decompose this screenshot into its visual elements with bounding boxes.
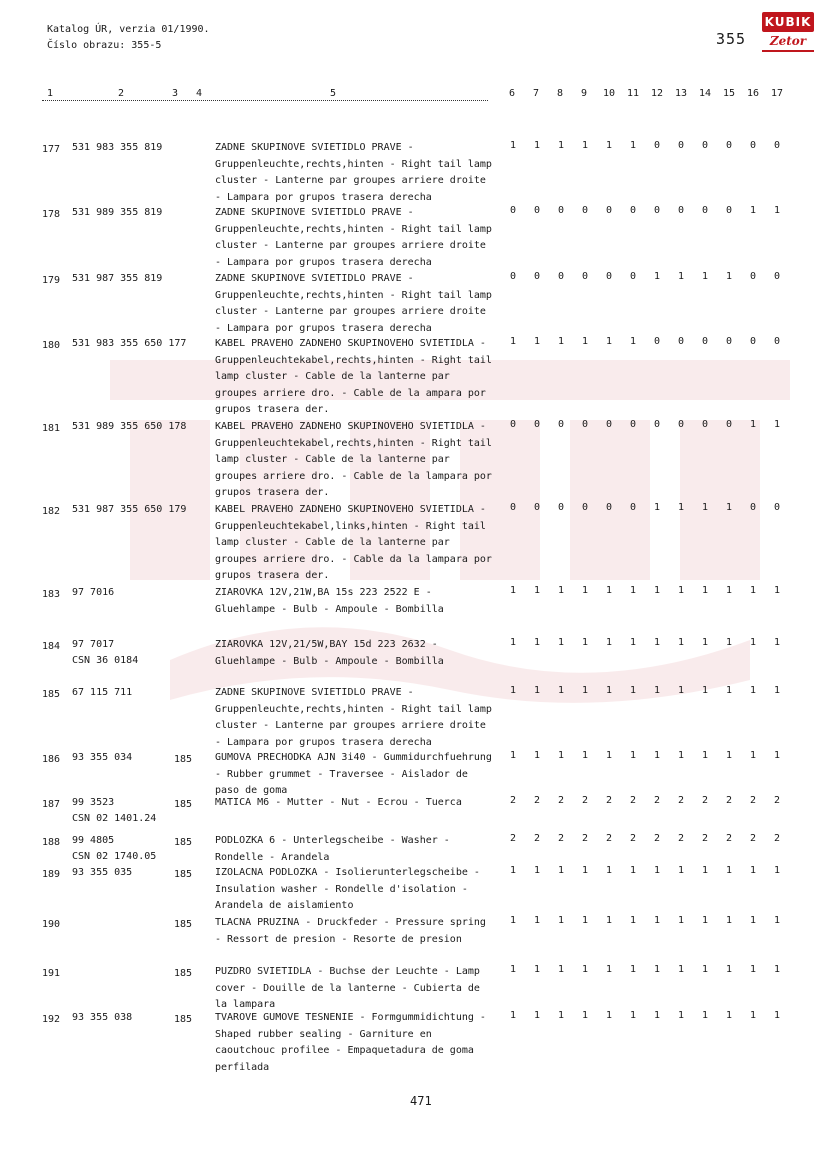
quantity-cell: 1 bbox=[653, 502, 661, 513]
quantity-cell: 1 bbox=[605, 1010, 613, 1021]
quantity-cell: 1 bbox=[653, 637, 661, 648]
quantity-cell: 1 bbox=[677, 1010, 685, 1021]
quantity-cell: 1 bbox=[749, 585, 757, 596]
part-description: PODLOZKA 6 - Unterlegscheibe - Washer - Rondelle - Arandela bbox=[215, 835, 450, 863]
part-description: GUMOVA PRECHODKA AJN 3i40 - Gummidurchfuehrung - Rubber grummet - Traversee - Aislador de paso de goma bbox=[215, 752, 492, 796]
quantity-cell: 1 bbox=[605, 336, 613, 347]
reference-number: 185 bbox=[174, 968, 193, 979]
quantity-cell: 2 bbox=[557, 795, 565, 806]
part-number: 93 355 034 bbox=[72, 752, 133, 763]
quantity-cell: 1 bbox=[629, 336, 637, 347]
part-number: 93 355 035 bbox=[72, 867, 133, 878]
part-description: ZADNE SKUPINOVE SVIETIDLO PRAVE - Gruppenleuchte,rechts,hinten - Right tail lamp cluster - Lanterne par groupes arriere droite - Lampara por grupos trasera derecha bbox=[215, 142, 492, 203]
part-description: ZIAROVKA 12V,21W,BA 15s 223 2522 E - Gluehlampe - Bulb - Ampoule - Bombilla bbox=[215, 587, 444, 615]
quantity-cell: 1 bbox=[773, 585, 781, 596]
quantity-cell: 0 bbox=[581, 419, 589, 430]
quantity-cell: 1 bbox=[725, 637, 733, 648]
quantity-cell: 0 bbox=[677, 205, 685, 216]
quantity-cell: 1 bbox=[533, 685, 541, 696]
quantity-cell: 1 bbox=[557, 1010, 565, 1021]
item-number: 177 bbox=[42, 144, 61, 155]
part-number: 99 3523 CSN 02 1401.24 bbox=[72, 797, 157, 824]
item-number: 188 bbox=[42, 837, 61, 848]
quantity-cell: 1 bbox=[701, 685, 709, 696]
reference-number: 185 bbox=[174, 1014, 193, 1025]
quantity-cell: 1 bbox=[533, 1010, 541, 1021]
quantity-cell: 1 bbox=[629, 585, 637, 596]
item-number: 186 bbox=[42, 754, 61, 765]
quantity-cell: 0 bbox=[509, 271, 517, 282]
quantity-cell: 1 bbox=[605, 140, 613, 151]
quantity-cell: 1 bbox=[581, 336, 589, 347]
quantity-cell: 0 bbox=[701, 140, 709, 151]
logo-top-text: KUBIK bbox=[762, 12, 814, 32]
quantity-cell: 1 bbox=[725, 585, 733, 596]
column-header: 3 bbox=[172, 88, 179, 99]
quantity-cell: 0 bbox=[701, 336, 709, 347]
item-number: 189 bbox=[42, 869, 61, 880]
quantity-cell: 1 bbox=[581, 685, 589, 696]
quantity-cell: 1 bbox=[629, 1010, 637, 1021]
quantity-cell: 0 bbox=[773, 502, 781, 513]
quantity-cell: 1 bbox=[701, 750, 709, 761]
quantity-cell: 2 bbox=[701, 795, 709, 806]
quantity-cell: 1 bbox=[773, 865, 781, 876]
quantity-cell: 0 bbox=[629, 271, 637, 282]
quantity-cell: 1 bbox=[677, 271, 685, 282]
quantity-cell: 1 bbox=[557, 685, 565, 696]
part-description: KABEL PRAVEHO ZADNEHO SKUPINOVEHO SVIETIDLA - Gruppenleuchtekabel,links,hinten - Right tail lamp cluster - Cable de la lanterne par groupes arriere dro. - Cable da la lampara por grupos trasera der. bbox=[215, 504, 492, 581]
quantity-cell: 1 bbox=[653, 964, 661, 975]
item-number: 190 bbox=[42, 919, 61, 930]
quantity-cell: 0 bbox=[653, 140, 661, 151]
quantity-cell: 2 bbox=[749, 833, 757, 844]
quantity-cell: 0 bbox=[677, 336, 685, 347]
quantity-cell: 1 bbox=[557, 140, 565, 151]
part-description: PUZDRO SVIETIDLA - Buchse der Leuchte - Lamp cover - Douille de la lanterne - Cubierta de la lampara bbox=[215, 966, 480, 1010]
quantity-cell: 2 bbox=[653, 795, 661, 806]
quantity-cell: 1 bbox=[653, 915, 661, 926]
quantity-cell: 0 bbox=[725, 336, 733, 347]
quantity-cell: 1 bbox=[725, 271, 733, 282]
part-number: 99 4805 CSN 02 1740.05 bbox=[72, 835, 157, 862]
quantity-cell: 0 bbox=[773, 271, 781, 282]
quantity-cell: 1 bbox=[509, 685, 517, 696]
quantity-cell: 2 bbox=[581, 795, 589, 806]
quantity-cell: 1 bbox=[677, 964, 685, 975]
quantity-cell: 0 bbox=[509, 419, 517, 430]
quantity-cell: 1 bbox=[509, 964, 517, 975]
quantity-cell: 0 bbox=[725, 205, 733, 216]
quantity-cell: 1 bbox=[605, 865, 613, 876]
quantity-cell: 1 bbox=[773, 750, 781, 761]
quantity-cell: 1 bbox=[749, 865, 757, 876]
item-number: 185 bbox=[42, 689, 61, 700]
quantity-cell: 0 bbox=[749, 502, 757, 513]
quantity-cell: 1 bbox=[629, 685, 637, 696]
quantity-cell: 2 bbox=[677, 795, 685, 806]
quantity-cell: 0 bbox=[605, 271, 613, 282]
quantity-cell: 2 bbox=[701, 833, 709, 844]
quantity-cell: 1 bbox=[509, 750, 517, 761]
page-code: 355 bbox=[716, 30, 747, 48]
catalog-line: Katalog ÚR, verzia 01/1990. bbox=[47, 24, 210, 35]
column-header: 11 bbox=[627, 88, 640, 99]
quantity-cell: 1 bbox=[509, 865, 517, 876]
quantity-cell: 1 bbox=[773, 419, 781, 430]
quantity-cell: 1 bbox=[701, 964, 709, 975]
quantity-cell: 2 bbox=[653, 833, 661, 844]
quantity-cell: 1 bbox=[701, 271, 709, 282]
quantity-cell: 1 bbox=[557, 964, 565, 975]
quantity-cell: 1 bbox=[749, 205, 757, 216]
quantity-cell: 1 bbox=[533, 585, 541, 596]
quantity-cell: 0 bbox=[605, 205, 613, 216]
item-number: 178 bbox=[42, 209, 61, 220]
quantity-cell: 1 bbox=[677, 865, 685, 876]
quantity-cell: 1 bbox=[773, 685, 781, 696]
quantity-cell: 1 bbox=[509, 637, 517, 648]
quantity-cell: 1 bbox=[701, 1010, 709, 1021]
quantity-cell: 1 bbox=[557, 915, 565, 926]
quantity-cell: 1 bbox=[749, 419, 757, 430]
quantity-cell: 1 bbox=[749, 637, 757, 648]
quantity-cell: 0 bbox=[605, 502, 613, 513]
column-header: 9 bbox=[581, 88, 588, 99]
quantity-cell: 1 bbox=[605, 685, 613, 696]
column-header: 1 bbox=[47, 88, 54, 99]
quantity-cell: 1 bbox=[605, 964, 613, 975]
part-number: 67 115 711 bbox=[72, 687, 133, 698]
quantity-cell: 1 bbox=[629, 865, 637, 876]
quantity-cell: 1 bbox=[653, 685, 661, 696]
quantity-cell: 1 bbox=[605, 637, 613, 648]
part-description: KABEL PRAVEHO ZADNEHO SKUPINOVEHO SVIETIDLA - Gruppenleuchtekabel,rechts,hinten - Right tail lamp cluster - Cable de la lanterne par groupes arriere dro. - Cable de la lampara por grupos trasera der. bbox=[215, 421, 492, 498]
quantity-cell: 1 bbox=[725, 750, 733, 761]
quantity-cell: 0 bbox=[533, 502, 541, 513]
quantity-cell: 0 bbox=[725, 140, 733, 151]
part-description: MATICA M6 - Mutter - Nut - Ecrou - Tuerca bbox=[215, 797, 462, 808]
quantity-cell: 1 bbox=[581, 585, 589, 596]
quantity-cell: 1 bbox=[629, 637, 637, 648]
item-number: 192 bbox=[42, 1014, 61, 1025]
quantity-cell: 1 bbox=[773, 915, 781, 926]
logo-bottom-text: Zetor bbox=[762, 32, 814, 52]
page-number: 471 bbox=[410, 1094, 432, 1108]
brand-logo bbox=[762, 12, 814, 56]
quantity-cell: 1 bbox=[725, 964, 733, 975]
quantity-cell: 1 bbox=[605, 585, 613, 596]
part-description: KABEL PRAVEHO ZADNEHO SKUPINOVEHO SVIETIDLA - Gruppenleuchtekabel,rechts,hinten - Right tail lamp cluster - Cable de la lanterne par groupes arriere dro. - Cable de la ampara por grupos trasera der. bbox=[215, 338, 492, 415]
column-header: 17 bbox=[771, 88, 784, 99]
column-header: 6 bbox=[509, 88, 516, 99]
quantity-cell: 0 bbox=[509, 205, 517, 216]
item-number: 184 bbox=[42, 641, 61, 652]
quantity-cell: 1 bbox=[581, 915, 589, 926]
quantity-cell: 1 bbox=[749, 915, 757, 926]
quantity-cell: 0 bbox=[749, 140, 757, 151]
item-number: 179 bbox=[42, 275, 61, 286]
part-number: 531 989 355 650 178 bbox=[72, 421, 187, 432]
reference-number: 185 bbox=[174, 837, 193, 848]
column-header: 2 bbox=[118, 88, 125, 99]
part-number: 531 983 355 819 bbox=[72, 142, 163, 153]
quantity-cell: 0 bbox=[677, 419, 685, 430]
quantity-cell: 2 bbox=[725, 795, 733, 806]
part-description: ZADNE SKUPINOVE SVIETIDLO PRAVE - Gruppenleuchte,rechts,hinten - Right tail lamp cluster - Lanterne par groupes arriere droite - Lampara por grupos trasera derecha bbox=[215, 273, 492, 334]
part-number: 531 987 355 819 bbox=[72, 273, 163, 284]
quantity-cell: 0 bbox=[629, 419, 637, 430]
quantity-cell: 1 bbox=[533, 637, 541, 648]
quantity-cell: 1 bbox=[677, 585, 685, 596]
quantity-cell: 1 bbox=[509, 585, 517, 596]
quantity-cell: 1 bbox=[773, 205, 781, 216]
quantity-cell: 1 bbox=[749, 685, 757, 696]
quantity-cell: 1 bbox=[629, 750, 637, 761]
quantity-cell: 0 bbox=[653, 205, 661, 216]
quantity-cell: 0 bbox=[677, 140, 685, 151]
quantity-cell: 1 bbox=[701, 915, 709, 926]
part-description: TLACNA PRUZINA - Druckfeder - Pressure spring - Ressort de presion - Resorte de presion bbox=[215, 917, 486, 945]
quantity-cell: 1 bbox=[701, 585, 709, 596]
quantity-cell: 1 bbox=[581, 964, 589, 975]
quantity-cell: 1 bbox=[653, 271, 661, 282]
item-number: 181 bbox=[42, 423, 61, 434]
quantity-cell: 0 bbox=[533, 419, 541, 430]
quantity-cell: 1 bbox=[773, 637, 781, 648]
quantity-cell: 1 bbox=[653, 750, 661, 761]
quantity-cell: 1 bbox=[509, 140, 517, 151]
quantity-cell: 2 bbox=[773, 795, 781, 806]
quantity-cell: 0 bbox=[581, 502, 589, 513]
quantity-cell: 1 bbox=[629, 964, 637, 975]
quantity-cell: 0 bbox=[605, 419, 613, 430]
quantity-cell: 0 bbox=[653, 419, 661, 430]
quantity-cell: 1 bbox=[749, 750, 757, 761]
column-header: 10 bbox=[603, 88, 616, 99]
quantity-cell: 2 bbox=[605, 833, 613, 844]
item-number: 187 bbox=[42, 799, 61, 810]
column-header: 7 bbox=[533, 88, 540, 99]
item-number: 180 bbox=[42, 340, 61, 351]
quantity-cell: 1 bbox=[749, 1010, 757, 1021]
quantity-cell: 1 bbox=[677, 915, 685, 926]
quantity-cell: 1 bbox=[605, 915, 613, 926]
quantity-cell: 1 bbox=[653, 1010, 661, 1021]
part-description: ZADNE SKUPINOVE SVIETIDLO PRAVE - Gruppenleuchte,rechts,hinten - Right tail lamp cluster - Lanterne par groupes arriere droite - Lampara por grupos trasera derecha bbox=[215, 207, 492, 268]
quantity-cell: 0 bbox=[773, 140, 781, 151]
column-header: 8 bbox=[557, 88, 564, 99]
quantity-cell: 0 bbox=[749, 271, 757, 282]
quantity-cell: 1 bbox=[557, 750, 565, 761]
quantity-cell: 2 bbox=[509, 833, 517, 844]
reference-number: 185 bbox=[174, 799, 193, 810]
column-header: 14 bbox=[699, 88, 712, 99]
quantity-cell: 1 bbox=[581, 750, 589, 761]
quantity-cell: 0 bbox=[629, 205, 637, 216]
quantity-cell: 2 bbox=[677, 833, 685, 844]
quantity-cell: 1 bbox=[725, 1010, 733, 1021]
quantity-cell: 1 bbox=[677, 637, 685, 648]
quantity-cell: 0 bbox=[557, 419, 565, 430]
item-number: 183 bbox=[42, 589, 61, 600]
reference-number: 185 bbox=[174, 869, 193, 880]
quantity-cell: 2 bbox=[605, 795, 613, 806]
part-number: 97 7017 CSN 36 0184 bbox=[72, 639, 139, 666]
quantity-cell: 1 bbox=[773, 964, 781, 975]
quantity-cell: 1 bbox=[701, 865, 709, 876]
header-rule bbox=[42, 100, 488, 101]
quantity-cell: 2 bbox=[581, 833, 589, 844]
quantity-cell: 0 bbox=[533, 205, 541, 216]
column-header: 5 bbox=[330, 88, 337, 99]
column-header: 15 bbox=[723, 88, 736, 99]
quantity-cell: 2 bbox=[629, 833, 637, 844]
part-description: IZOLACNA PODLOZKA - Isolierunterlegscheibe - Insulation washer - Rondelle d'isolation - Arandela de aislamiento bbox=[215, 867, 480, 911]
quantity-cell: 2 bbox=[557, 833, 565, 844]
quantity-cell: 1 bbox=[725, 915, 733, 926]
quantity-cell: 1 bbox=[509, 1010, 517, 1021]
quantity-cell: 1 bbox=[581, 140, 589, 151]
quantity-cell: 1 bbox=[581, 865, 589, 876]
column-header: 12 bbox=[651, 88, 664, 99]
quantity-cell: 0 bbox=[581, 205, 589, 216]
quantity-cell: 2 bbox=[509, 795, 517, 806]
item-number: 191 bbox=[42, 968, 61, 979]
quantity-cell: 2 bbox=[725, 833, 733, 844]
part-number: 531 989 355 819 bbox=[72, 207, 163, 218]
image-number-line: Číslo obrazu: 355-5 bbox=[47, 40, 162, 51]
quantity-cell: 0 bbox=[557, 205, 565, 216]
part-number: 97 7016 bbox=[72, 587, 115, 598]
column-header: 16 bbox=[747, 88, 760, 99]
quantity-cell: 1 bbox=[725, 685, 733, 696]
part-number: 531 987 355 650 179 bbox=[72, 504, 187, 515]
quantity-cell: 1 bbox=[701, 502, 709, 513]
quantity-cell: 1 bbox=[653, 865, 661, 876]
part-description: ZADNE SKUPINOVE SVIETIDLO PRAVE - Gruppenleuchte,rechts,hinten - Right tail lamp cluster - Lanterne par groupes arriere droite - Lampara por grupos trasera derecha bbox=[215, 687, 492, 748]
quantity-cell: 0 bbox=[509, 502, 517, 513]
quantity-cell: 1 bbox=[557, 637, 565, 648]
quantity-cell: 1 bbox=[533, 915, 541, 926]
quantity-cell: 1 bbox=[533, 964, 541, 975]
quantity-cell: 1 bbox=[557, 585, 565, 596]
part-description: TVAROVE GUMOVE TESNENIE - Formgummidichtung - Shaped rubber sealing - Garniture en caoutchouc profilee - Empaquetadura de goma perfilada bbox=[215, 1012, 486, 1073]
quantity-cell: 1 bbox=[701, 637, 709, 648]
quantity-cell: 1 bbox=[557, 336, 565, 347]
part-number: 93 355 038 bbox=[72, 1012, 133, 1023]
reference-number: 185 bbox=[174, 919, 193, 930]
quantity-cell: 0 bbox=[653, 336, 661, 347]
quantity-cell: 0 bbox=[629, 502, 637, 513]
quantity-cell: 1 bbox=[749, 964, 757, 975]
quantity-cell: 0 bbox=[557, 271, 565, 282]
quantity-cell: 0 bbox=[725, 419, 733, 430]
quantity-cell: 0 bbox=[701, 419, 709, 430]
quantity-cell: 1 bbox=[653, 585, 661, 596]
quantity-cell: 2 bbox=[533, 795, 541, 806]
quantity-cell: 1 bbox=[533, 336, 541, 347]
quantity-cell: 1 bbox=[677, 502, 685, 513]
part-number: 531 983 355 650 177 bbox=[72, 338, 187, 349]
quantity-cell: 0 bbox=[533, 271, 541, 282]
quantity-cell: 0 bbox=[773, 336, 781, 347]
quantity-cell: 1 bbox=[773, 1010, 781, 1021]
quantity-cell: 1 bbox=[557, 865, 565, 876]
quantity-cell: 1 bbox=[533, 140, 541, 151]
quantity-cell: 1 bbox=[533, 865, 541, 876]
quantity-cell: 1 bbox=[509, 915, 517, 926]
quantity-cell: 0 bbox=[701, 205, 709, 216]
quantity-cell: 2 bbox=[773, 833, 781, 844]
quantity-cell: 1 bbox=[725, 865, 733, 876]
quantity-cell: 1 bbox=[581, 637, 589, 648]
quantity-cell: 2 bbox=[749, 795, 757, 806]
quantity-cell: 1 bbox=[725, 502, 733, 513]
quantity-cell: 1 bbox=[629, 140, 637, 151]
item-number: 182 bbox=[42, 506, 61, 517]
column-header: 4 bbox=[196, 88, 203, 99]
quantity-cell: 1 bbox=[509, 336, 517, 347]
quantity-cell: 2 bbox=[533, 833, 541, 844]
quantity-cell: 1 bbox=[605, 750, 613, 761]
quantity-cell: 1 bbox=[677, 685, 685, 696]
quantity-cell: 0 bbox=[749, 336, 757, 347]
quantity-cell: 0 bbox=[581, 271, 589, 282]
quantity-cell: 1 bbox=[533, 750, 541, 761]
quantity-cell: 1 bbox=[581, 1010, 589, 1021]
part-description: ZIAROVKA 12V,21/5W,BAY 15d 223 2632 - Gluehlampe - Bulb - Ampoule - Bombilla bbox=[215, 639, 444, 667]
quantity-cell: 1 bbox=[629, 915, 637, 926]
quantity-cell: 2 bbox=[629, 795, 637, 806]
quantity-cell: 1 bbox=[677, 750, 685, 761]
reference-number: 185 bbox=[174, 754, 193, 765]
column-header: 13 bbox=[675, 88, 688, 99]
quantity-cell: 0 bbox=[557, 502, 565, 513]
